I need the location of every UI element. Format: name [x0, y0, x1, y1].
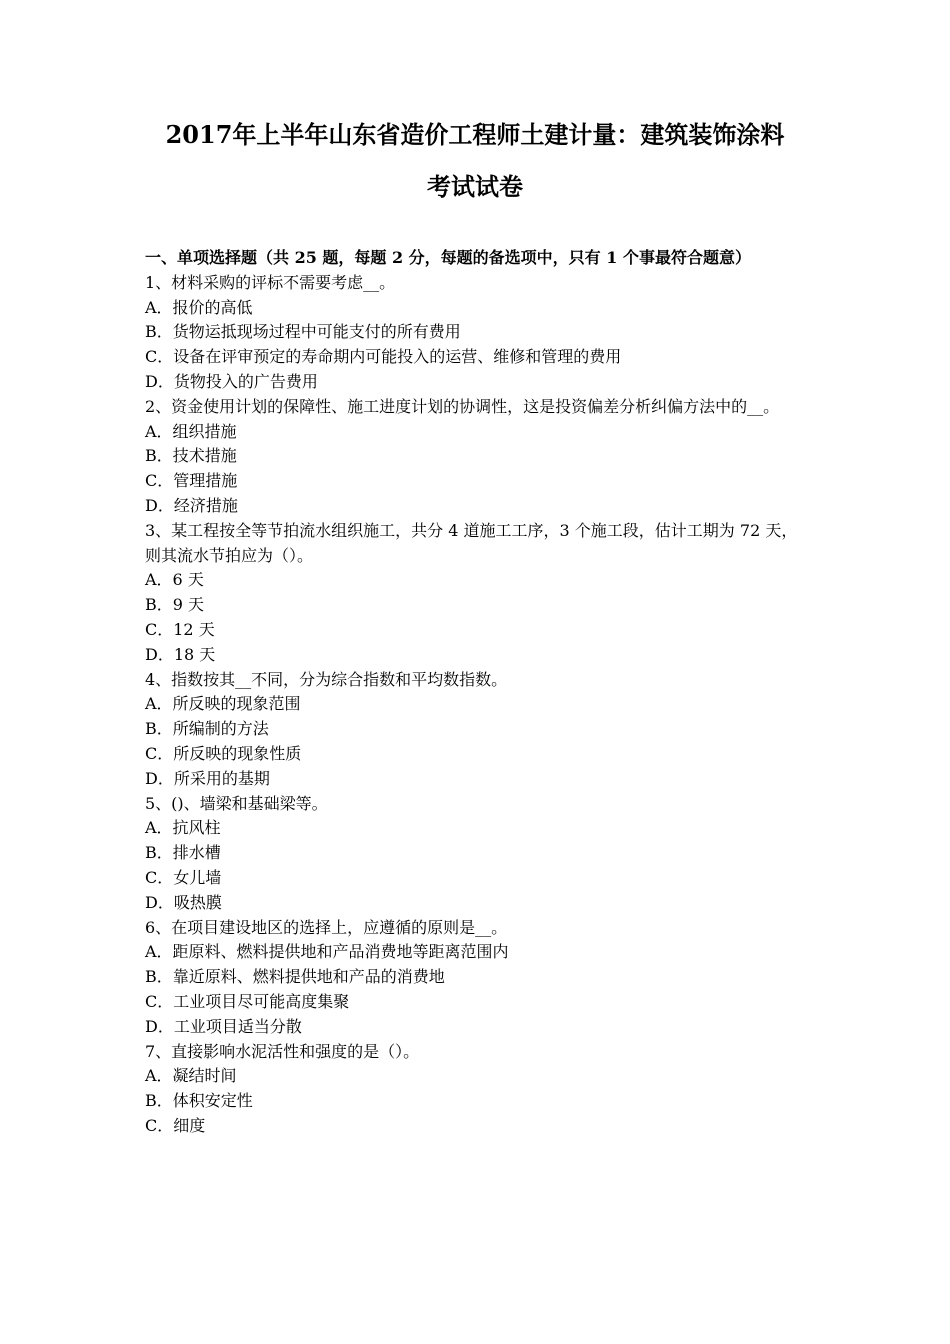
option-b: B．所编制的方法	[145, 719, 269, 739]
option-d: D．经济措施	[145, 495, 238, 515]
option-d: D．货物投入的广告费用	[145, 371, 318, 391]
document-title-line-1: 2017年上半年山东省造价工程师土建计量：建筑装饰涂料	[165, 120, 785, 149]
question-6	[145, 916, 810, 1040]
option-b: B．技术措施	[145, 446, 237, 466]
option-a: A．组织措施	[145, 421, 237, 441]
option-d: D．工业项目适当分散	[145, 1016, 302, 1036]
option-b: B．靠近原料、燃料提供地和产品的消费地	[145, 967, 445, 987]
question-3	[145, 519, 810, 668]
option-a: A．凝结时间	[145, 1066, 237, 1086]
question-7	[145, 1040, 810, 1139]
question-stem: 7、直接影响水泥活性和强度的是（）。	[145, 1041, 420, 1061]
option-c: C．女儿墙	[145, 867, 222, 887]
option-c: C．工业项目尽可能高度集聚	[145, 991, 350, 1011]
option-d: D．18 天	[145, 644, 216, 664]
option-c: C．细度	[145, 1115, 206, 1135]
option-d: D．吸热膜	[145, 892, 222, 912]
option-b: B．9 天	[145, 595, 205, 615]
option-c: C．设备在评审预定的寿命期内可能投入的运营、维修和管理的费用	[145, 347, 622, 367]
option-a: A．6 天	[145, 570, 204, 590]
question-stem: 2、资金使用计划的保障性、施工进度计划的协调性，这是投资偏差分析纠偏方法中的__。	[145, 396, 780, 416]
option-c: C．管理措施	[145, 471, 238, 491]
question-4	[145, 668, 810, 792]
document-body	[145, 246, 810, 1139]
option-c: C．所反映的现象性质	[145, 743, 302, 763]
question-stem: 5、()、墙梁和基础梁等。	[145, 793, 328, 813]
question-5	[145, 792, 810, 916]
option-b: B．货物运抵现场过程中可能支付的所有费用	[145, 322, 461, 342]
option-b: B．体积安定性	[145, 1091, 253, 1111]
question-1	[145, 271, 810, 395]
question-2	[145, 395, 810, 519]
document-title-line-2: 考试试卷	[427, 172, 523, 201]
question-stem: 3、某工程按全等节拍流水组织施工，共分 4 道施工工序，3 个施工段，估计工期为 72 天，则其流水节拍应为（）。	[145, 520, 798, 565]
option-a: A．所反映的现象范围	[145, 694, 301, 714]
option-a: A．距原料、燃料提供地和产品消费地等距离范围内	[145, 942, 509, 962]
question-stem: 1、材料采购的评标不需要考虑__。	[145, 272, 396, 292]
section-heading: 一、单项选择题（共 25 题，每题 2 分，每题的备选项中，只有 1 个事最符合题意）	[145, 248, 751, 267]
option-d: D．所采用的基期	[145, 768, 270, 788]
question-stem: 6、在项目建设地区的选择上，应遵循的原则是__。	[145, 917, 508, 937]
option-a: A．抗风柱	[145, 818, 221, 838]
question-stem: 4、指数按其__不同，分为综合指数和平均数指数。	[145, 669, 508, 689]
option-c: C．12 天	[145, 619, 215, 639]
option-a: A．报价的高低	[145, 297, 253, 317]
option-b: B．排水槽	[145, 843, 221, 863]
